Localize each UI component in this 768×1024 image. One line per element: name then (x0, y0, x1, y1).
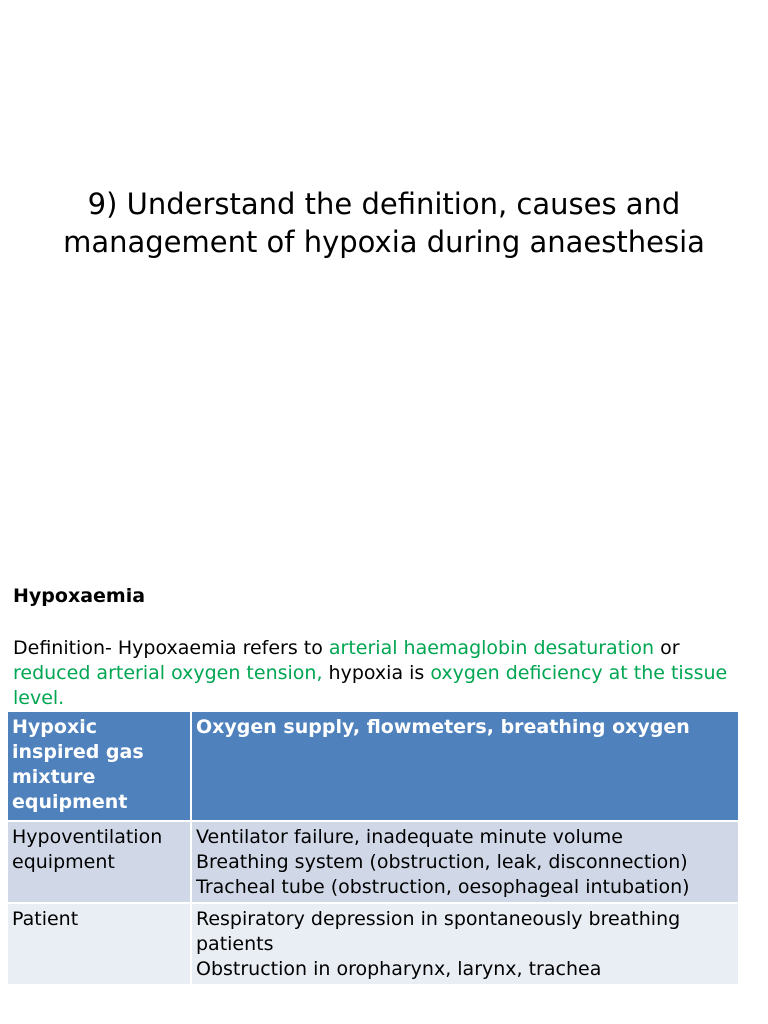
detail-line: Obstruction in oropharynx, larynx, trachea (196, 958, 602, 980)
definition-text: hypoxia is (322, 662, 431, 684)
cause-cell: Hypoventilation equipment (7, 821, 191, 903)
detail-line: Ventilator failure, inadequate minute volume (196, 826, 623, 848)
table-row (7, 821, 739, 903)
detail-line: Breathing system (obstruction, leak, disconnection) (196, 851, 688, 873)
details-cell (191, 903, 739, 985)
causes-table (6, 710, 740, 986)
definition-text: or (654, 637, 680, 659)
slide-title: 9) Understand the definition, causes and management of hypoxia during anaesthesia (63, 187, 705, 259)
definition-highlight: oxygen deficiency at the tissue level. (13, 662, 728, 709)
table-row (7, 903, 739, 985)
section-heading: Hypoxaemia (13, 585, 146, 607)
definition-paragraph (13, 636, 748, 711)
table-header-cell: Hypoxic inspired gas mixture equipment (7, 711, 191, 821)
definition-highlight: reduced arterial oxygen tension, (13, 662, 323, 684)
table-header-row (7, 711, 739, 821)
table-header-cell: Oxygen supply, flowmeters, breathing oxygen (191, 711, 739, 821)
details-cell (191, 821, 739, 903)
definition-highlight: arterial haemaglobin desaturation (328, 637, 655, 659)
cause-cell: Patient (7, 903, 191, 985)
detail-line: Tracheal tube (obstruction, oesophageal intubation) (196, 876, 690, 898)
definition-text: Definition- Hypoxaemia refers to (13, 637, 329, 659)
detail-line: Respiratory depression in spontaneously breathing patients (196, 908, 681, 955)
